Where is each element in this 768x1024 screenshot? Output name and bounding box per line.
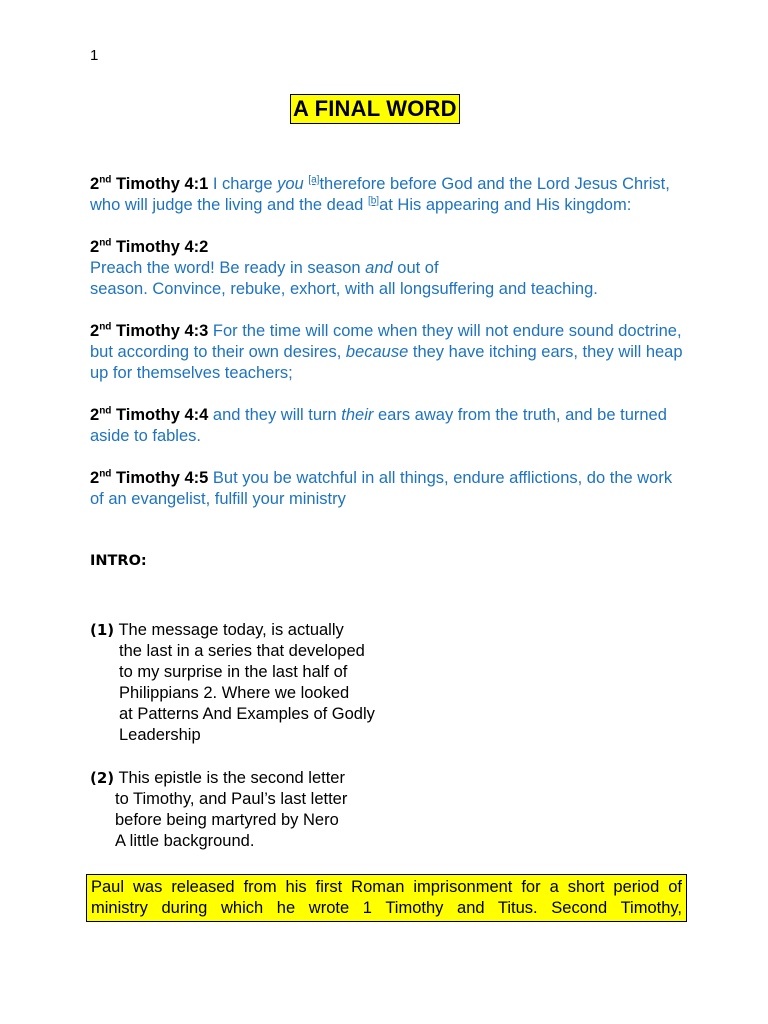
- verse-4-2: [90, 237, 685, 300]
- footnote-link[interactable]: [a]: [308, 174, 320, 186]
- verse-4-1: [90, 174, 685, 216]
- point-line: before being martyred by Nero: [115, 811, 339, 829]
- footnote-link[interactable]: [b]: [367, 195, 380, 207]
- scripture-section: [90, 174, 685, 531]
- verse-reference: 2nd Timothy 4:3: [90, 321, 209, 340]
- point-line: at Patterns And Examples of Godly: [119, 705, 375, 723]
- verse-reference: 2nd Timothy 4:5: [90, 468, 209, 487]
- highlight-line: Paul was released from his first Roman imprisonment for a short period of: [91, 878, 682, 896]
- point-line: A little background.: [115, 832, 255, 850]
- intro-heading: INTRO:: [90, 553, 147, 569]
- verse-4-4: [90, 405, 685, 447]
- verse-text: I charge you [a]therefore before God and the Lord Jesus Christ, who will judge the living and the dead [b]at His appearing and His kingdom:: [90, 174, 670, 214]
- verse-text: For the time will come when they will not endure sound doctrine, but according to their own desires, because they have itching ears, they will heap up for themselves teachers;: [90, 322, 683, 382]
- point-line: Philippians 2. Where we looked: [119, 684, 350, 702]
- intro-point-1: [90, 620, 375, 746]
- intro-point-2: [90, 768, 347, 852]
- verse-text: Preach the word! Be ready in season and out of season. Convince, rebuke, exhort, with all longsuffering and teaching.: [90, 259, 598, 298]
- verse-text: and they will turn their ears away from the truth, and be turned aside to fables.: [90, 406, 667, 445]
- highlighted-background-text: [86, 874, 687, 922]
- point-line: to Timothy, and Paul’s last letter: [115, 790, 348, 808]
- page-number: 1: [90, 47, 99, 64]
- point-line: to my surprise in the last half of: [119, 663, 348, 681]
- verse-reference: 2nd Timothy 4:4: [90, 405, 209, 424]
- highlight-line: ministry during which he wrote 1 Timothy and Titus. Second Timothy,: [91, 899, 682, 917]
- point-line: The message today, is actually: [118, 621, 344, 639]
- verse-reference: 2nd Timothy 4:1: [90, 174, 209, 193]
- point-label: (2): [90, 769, 115, 787]
- page-title: A FINAL WORD: [290, 94, 460, 124]
- verse-4-5: [90, 468, 685, 510]
- verse-text: But you be watchful in all things, endure afflictions, do the work of an evangelist, fulfill your ministry: [90, 469, 673, 508]
- point-line: This epistle is the second letter: [118, 769, 345, 787]
- point-line: the last in a series that developed: [119, 642, 365, 660]
- point-label: (1): [90, 621, 115, 639]
- point-line: Leadership: [119, 726, 201, 744]
- verse-reference: 2nd Timothy 4:2: [90, 237, 209, 256]
- verse-4-3: [90, 321, 685, 384]
